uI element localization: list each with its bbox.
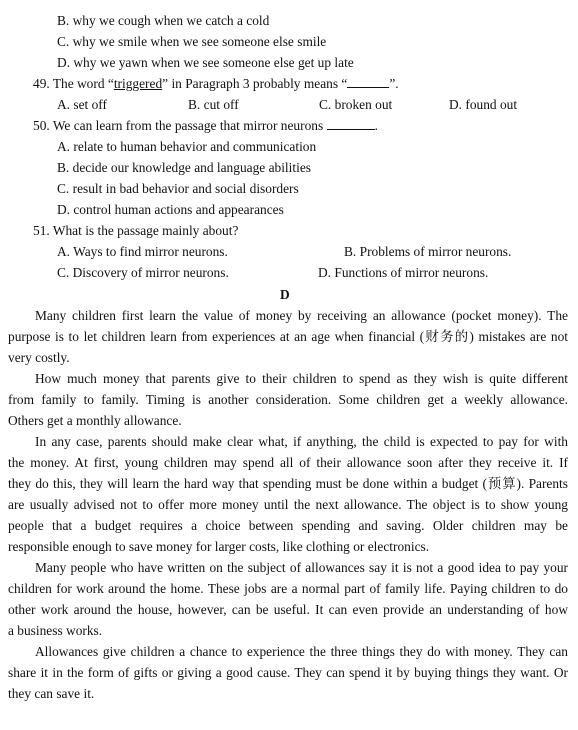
q51-option-c: C. Discovery of mirror neurons. xyxy=(57,265,229,280)
question-49-stem: 49. The word “triggered” in Paragraph 3 probably means “ ”. xyxy=(33,76,399,91)
q51-option-d: D. Functions of mirror neurons. xyxy=(318,265,489,280)
passage-line: very costly. xyxy=(8,350,70,365)
passage-line: people that a budget requires a choice between spending and saving. Older children may be xyxy=(8,518,568,533)
passage-line: they can save it. xyxy=(8,686,95,701)
passage-line: Allowances give children a chance to experience the three things they do with money. They can xyxy=(35,644,568,659)
q50-option-c: C. result in bad behavior and social disorders xyxy=(57,181,299,196)
q51-option-a: A. Ways to find mirror neurons. xyxy=(57,244,228,259)
passage-line: the money. At first, young children may spend all of their allowance soon after they receive it. If xyxy=(8,455,568,470)
option-c-prev: C. why we smile when we see someone else smile xyxy=(57,34,327,49)
passage-line: from family to family. Timing is another consideration. Some children get a weekly allowance. xyxy=(8,392,568,407)
passage-line: In any case, parents should make clear what, if anything, the child is expected to pay for with xyxy=(35,434,568,449)
passage-line: a business works. xyxy=(8,623,103,638)
passage-line: they do this, they will learn the hard way that spending must be done within a budget (预算). Parents xyxy=(8,476,568,491)
passage-line: purpose is to let children learn from experiences at an age when financial (财务的) mistakes are not xyxy=(8,329,568,344)
q49-option-c: C. broken out xyxy=(319,97,393,112)
passage-line: Many people who have written on the subject of allowances say it is not a good idea to pay your xyxy=(35,560,568,575)
passage-line: other work around the house, however, can be useful. It can even provide an understanding of how xyxy=(8,602,568,617)
passage-line: are usually advised not to offer more money until the next allowance. The object is to show young xyxy=(8,497,568,512)
option-b-prev: B. why we cough when we catch a cold xyxy=(57,13,270,28)
passage-line: share it in the form of gifts or giving a good cause. They can spend it by buying things they want. Or xyxy=(8,665,568,680)
question-50-stem: 50. We can learn from the passage that mirror neurons . xyxy=(33,118,378,133)
q49-option-b: B. cut off xyxy=(188,97,239,112)
passage-line: children for work around the home. These jobs are a normal part of family life. Paying children to do xyxy=(8,581,568,596)
q49-option-d: D. found out xyxy=(449,97,518,112)
passage-line: Many children first learn the value of money by receiving an allowance (pocket money). The xyxy=(35,308,568,323)
passage-heading: D xyxy=(280,287,290,302)
option-d-prev: D. why we yawn when we see someone else get up late xyxy=(57,55,354,70)
answer-blank xyxy=(347,76,389,88)
passage-line: Others get a monthly allowance. xyxy=(8,413,182,428)
q49-option-a: A. set off xyxy=(57,97,107,112)
passage-line: How much money that parents give to their children to spend as they wish is quite different xyxy=(35,371,568,386)
q51-option-b: B. Problems of mirror neurons. xyxy=(344,244,512,259)
answer-blank xyxy=(327,118,375,130)
underlined-word: triggered xyxy=(113,76,163,91)
q50-option-a: A. relate to human behavior and communication xyxy=(57,139,317,154)
passage-line: responsible enough to save money for larger costs, like clothing or electronics. xyxy=(8,539,430,554)
question-51-stem: 51. What is the passage mainly about? xyxy=(33,223,239,238)
q50-option-b: B. decide our knowledge and language abilities xyxy=(57,160,311,175)
q50-option-d: D. control human actions and appearances xyxy=(57,202,284,217)
